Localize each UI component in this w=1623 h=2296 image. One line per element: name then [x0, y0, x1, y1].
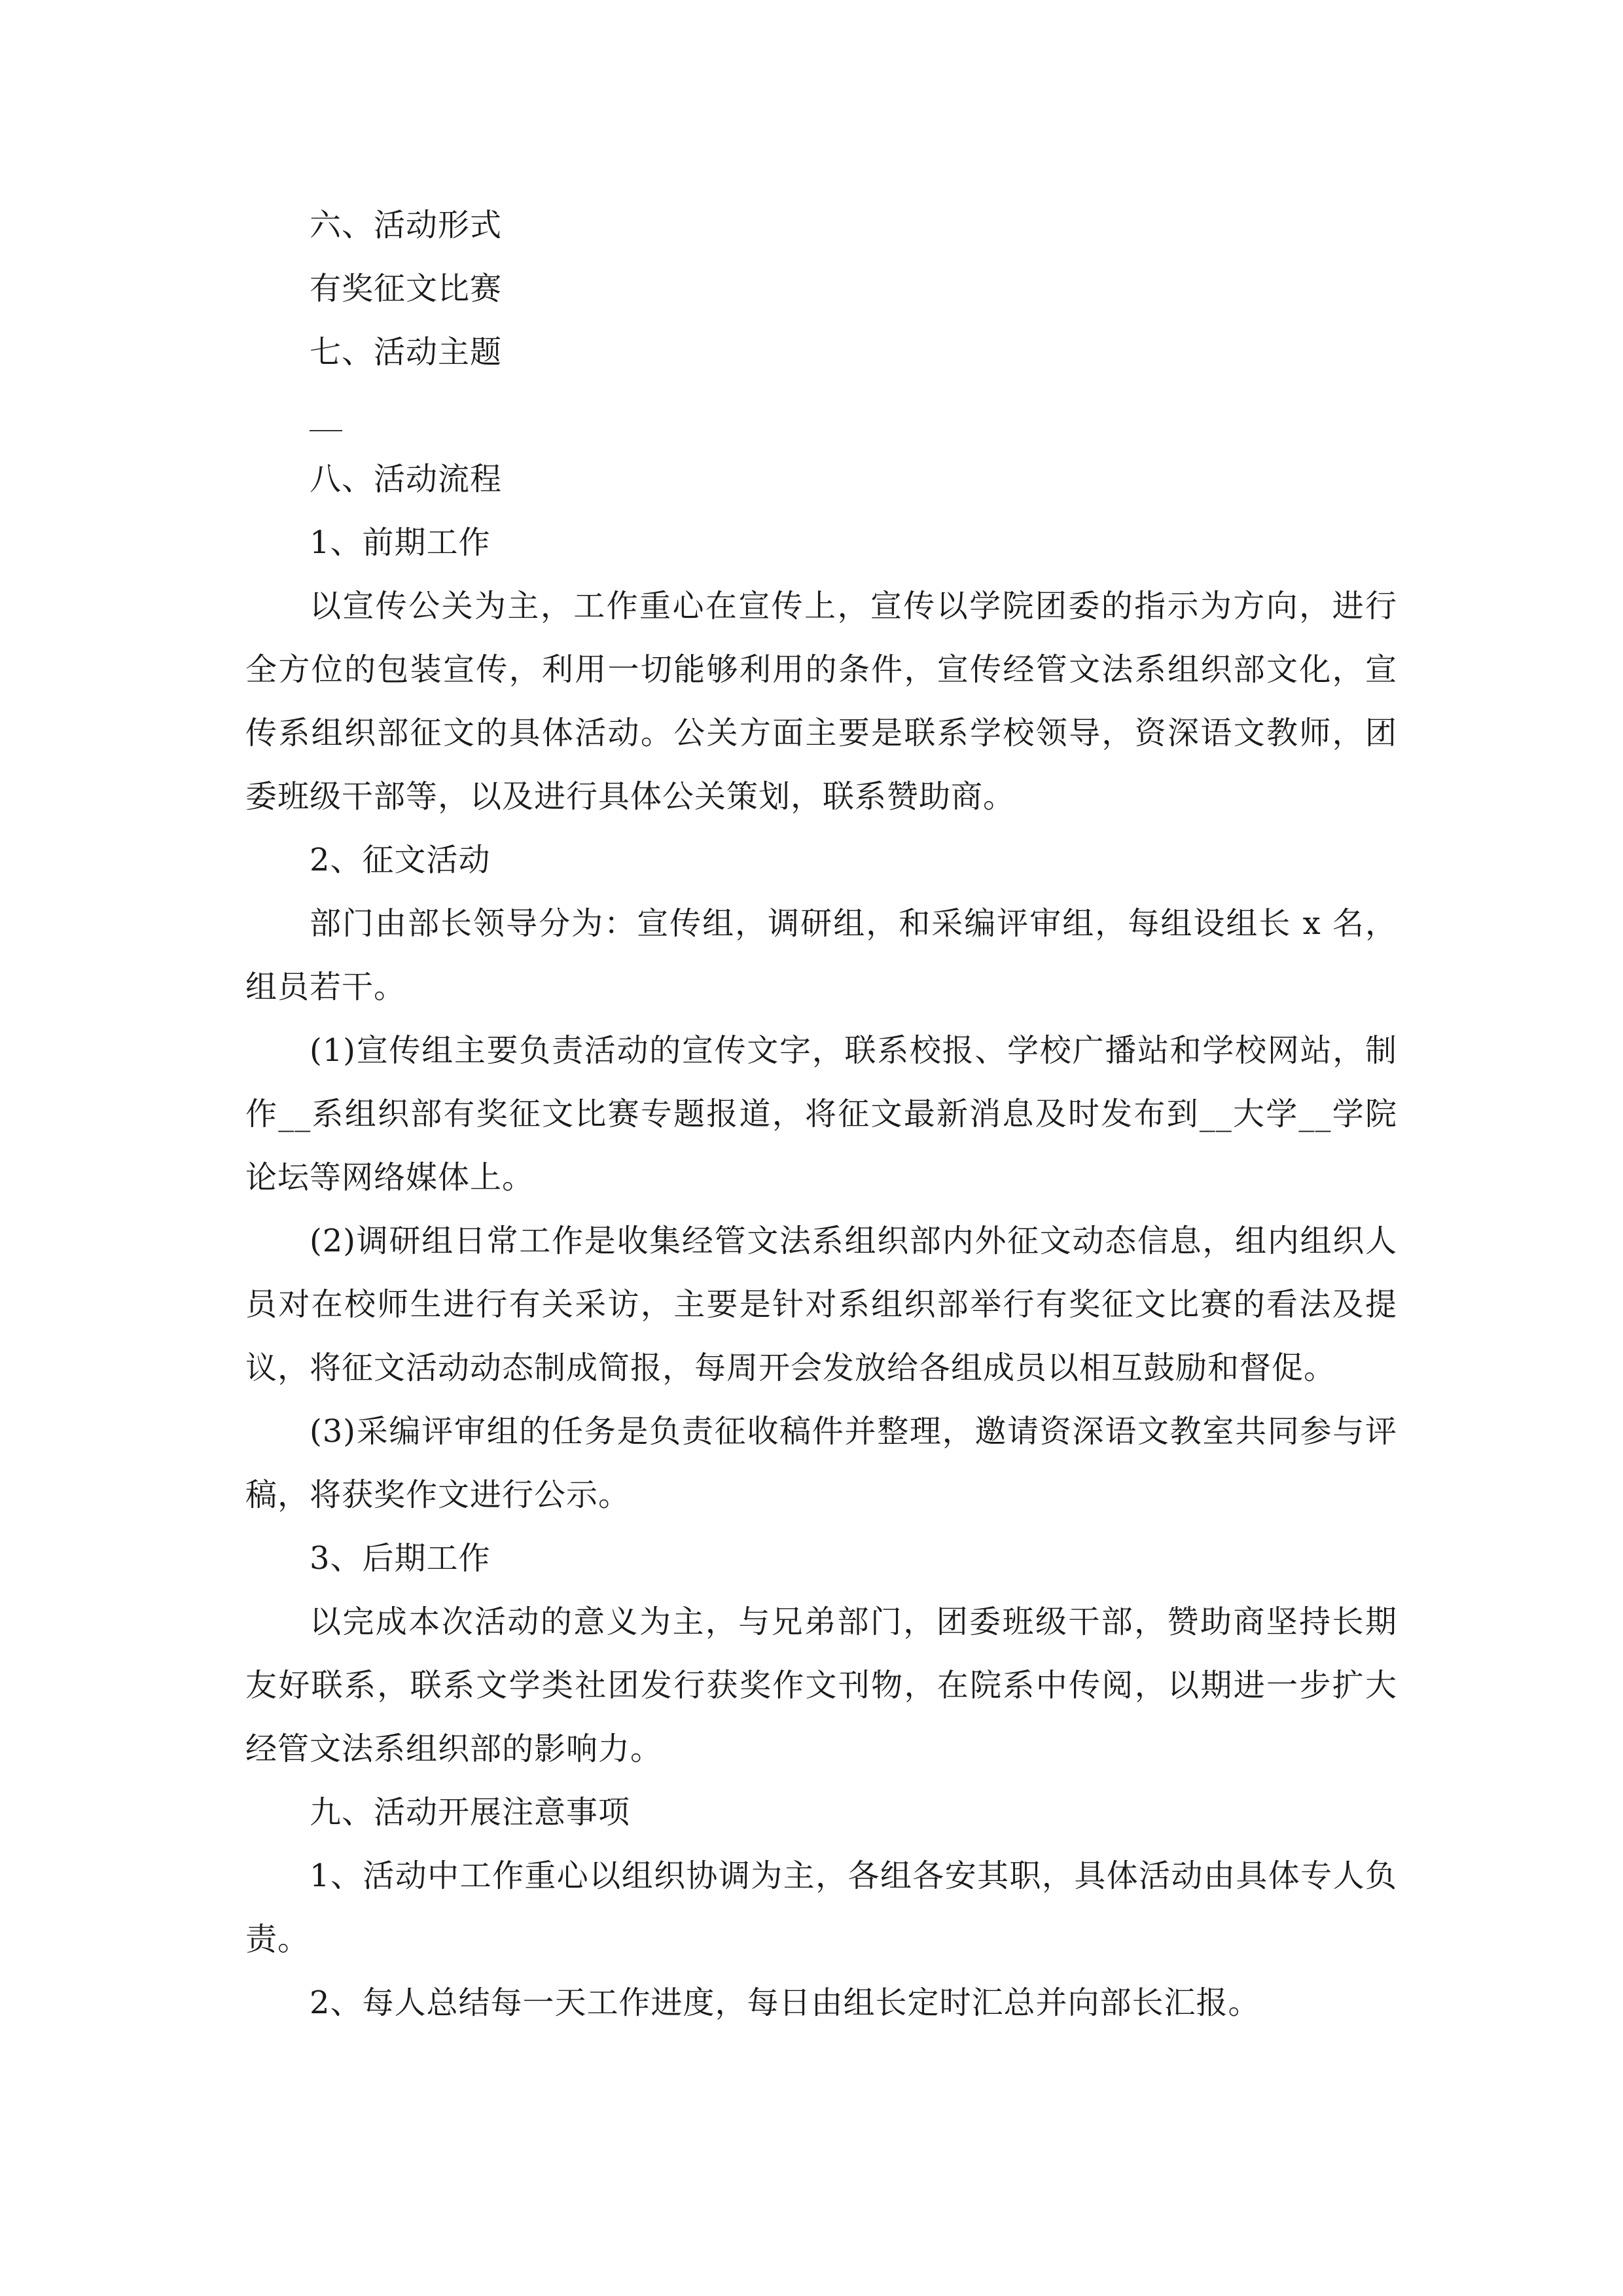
paragraph-early-work: 以宣传公关为主，工作重心在宣传上，宣传以学院团委的指示为方向，进行全方位的包装宣传，利用一切能够利用的条件，宣传经管文法系组织部文化，宣传系组织部征文的具体活动。公关方面主要是联系学校领导，资深语文教师，团委班级干部等，以及进行具体公关策划，联系赞助商。	[245, 588, 1397, 815]
subheading-late-work: 3、后期工作	[310, 1540, 491, 1577]
blank-underline	[310, 430, 342, 431]
subheading-essay-activity: 2、征文活动	[310, 842, 491, 878]
heading-activity-form: 六、活动形式	[310, 207, 503, 243]
heading-activity-process: 八、活动流程	[310, 461, 503, 497]
paragraph-review-group: (3)采编评审组的任务是负责征收稿件并整理，邀请资深语文教室共同参与评稿，将获奖作文进行公示。	[245, 1413, 1397, 1513]
heading-activity-theme: 七、活动主题	[310, 334, 503, 370]
paragraph-groups: 部门由部长领导分为：宣传组，调研组，和采编评审组，每组设组长 x 名，组员若干。	[245, 905, 1397, 1005]
paragraph-late-work: 以完成本次活动的意义为主，与兄弟部门，团委班级干部，赞助商坚持长期友好联系，联系文学类社团发行获奖作文刊物，在院系中传阅，以期进一步扩大经管文法系组织部的影响力。	[245, 1604, 1397, 1767]
activity-form-value: 有奖征文比赛	[310, 270, 503, 307]
document-body	[245, 194, 1397, 2035]
paragraph-publicity-group: (1)宣传组主要负责活动的宣传文字，联系校报、学校广播站和学校网站，制作__系组织部有奖征文比赛专题报道，将征文最新消息及时发布到__大学__学院论坛等网络媒体上。	[245, 1032, 1397, 1196]
subheading-early-work: 1、前期工作	[310, 524, 491, 561]
theme-blank-line	[245, 384, 1397, 448]
note-item-1: 1、活动中工作重心以组织协调为主，各组各安其职，具体活动由具体专人负责。	[245, 1857, 1397, 1958]
note-item-2: 2、每人总结每一天工作进度，每日由组长定时汇总并向部长汇报。	[310, 1984, 1260, 2021]
heading-notes: 九、活动开展注意事项	[310, 1794, 631, 1831]
paragraph-research-group: (2)调研组日常工作是收集经管文法系组织部内外征文动态信息，组内组织人员对在校师生进行有关采访，主要是针对系组织部举行有奖征文比赛的看法及提议，将征文活动动态制成简报，每周开会发放给各组成员以相互鼓励和督促。	[245, 1223, 1397, 1386]
